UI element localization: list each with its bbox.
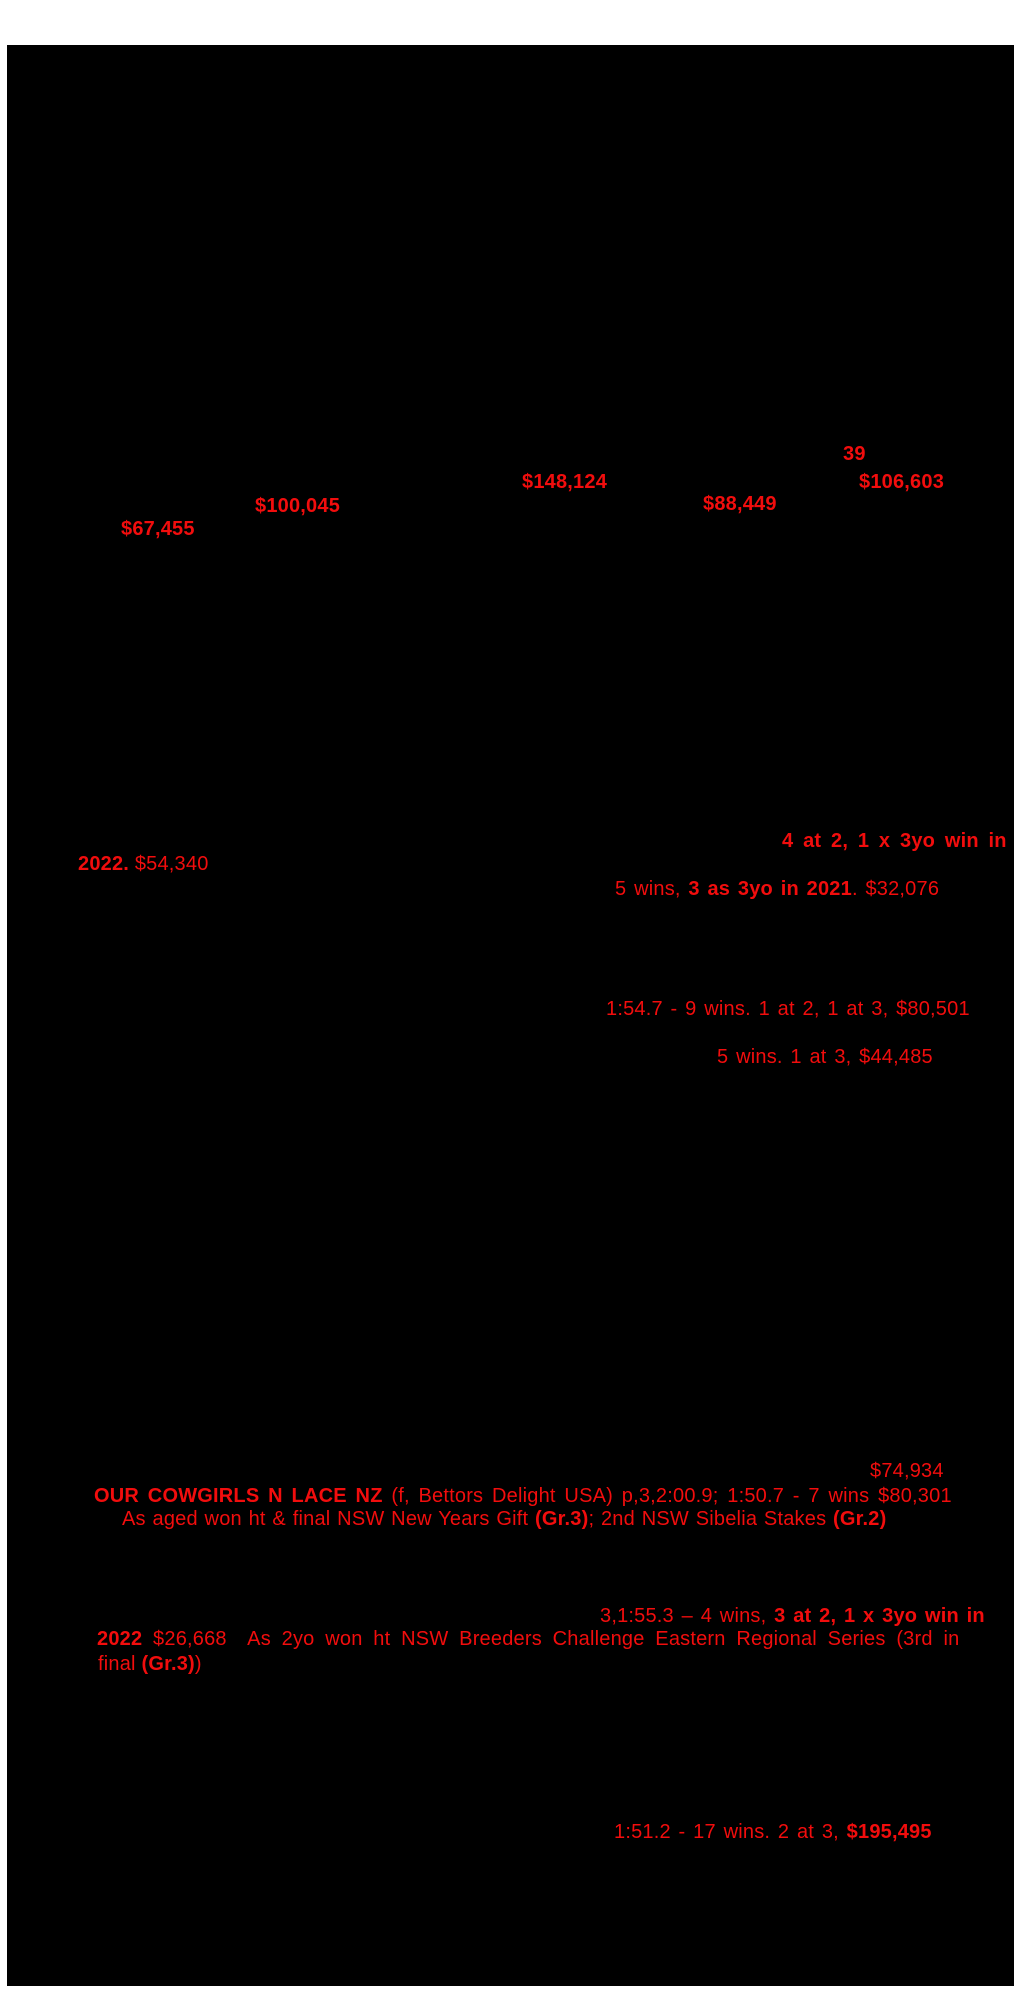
text-run: 3 at 2, 1 x 3yo win in	[774, 1605, 985, 1627]
red-text-record-5-wins-44485	[717, 1047, 933, 1068]
text-run: 5 wins. 1 at 3, $44,485	[717, 1046, 933, 1068]
text-run: 1:51.2 - 17 wins. 2 at 3,	[614, 1821, 847, 1843]
group-race-grade: (Gr.3)	[141, 1653, 195, 1675]
red-text-stat-39	[843, 444, 866, 465]
red-text-earnings-100045	[255, 496, 340, 517]
text-run: 1:54.7 - 9 wins. 1 at 2, 1 at 3, $80,501	[606, 998, 970, 1020]
red-text-wins-2022-line2	[78, 854, 209, 875]
red-text-earnings-88449	[703, 494, 777, 515]
text-run: $88,449	[703, 493, 777, 515]
text-run: $54,340	[129, 853, 209, 875]
red-text-earnings-106603	[859, 472, 944, 493]
text-run: 2022	[97, 1628, 143, 1650]
text-run: $100,045	[255, 495, 341, 517]
red-text-record-9-wins-80501	[606, 999, 970, 1020]
red-text-wins-2021-32076	[615, 879, 939, 900]
text-run: ; 2nd NSW Sibelia Stakes	[588, 1508, 834, 1530]
text-run: $148,124	[522, 471, 608, 493]
red-text-cowgirls-performance	[122, 1509, 886, 1530]
red-text-our-cowgirls-n-lace	[94, 1486, 952, 1507]
text-run: . $32,076	[851, 878, 940, 900]
text-run: $74,934	[870, 1460, 944, 1482]
red-text-record-4-wins-line1	[600, 1606, 985, 1627]
text-run: $106,603	[859, 471, 945, 493]
horse-name: OUR COWGIRLS N LACE NZ	[94, 1485, 383, 1507]
text-run: 5 wins,	[615, 878, 689, 900]
text-run: 3 as 3yo in 2021	[688, 878, 852, 900]
red-text-record-4-wins-line2	[97, 1629, 959, 1650]
red-text-record-4-wins-line3	[98, 1654, 202, 1675]
red-text-earnings-74934	[870, 1461, 944, 1482]
text-run: $195,495	[846, 1821, 932, 1843]
red-text-earnings-148124	[522, 472, 607, 493]
red-text-earnings-67455	[121, 519, 195, 540]
text-run: (f, Bettors Delight USA) p,3,2:00.9; 1:50.7 - 7 wins $80,301	[382, 1485, 952, 1507]
red-text-record-17-wins-195495	[614, 1822, 932, 1843]
text-run: $67,455	[121, 518, 195, 540]
group-race-grade: (Gr.2)	[833, 1508, 887, 1530]
group-race-grade: (Gr.3)	[535, 1508, 589, 1530]
text-run: 39	[843, 443, 866, 465]
text-run: 2022.	[78, 853, 130, 875]
text-run: )	[194, 1653, 202, 1675]
text-run: As aged won ht & final NSW New Years Gift	[122, 1508, 536, 1530]
red-text-wins-2022-line1	[782, 831, 1007, 852]
text-run: 4 at 2, 1 x 3yo win in	[782, 830, 1007, 852]
text-run: $26,668 As 2yo won ht NSW Breeders Challenge Eastern Regional Series (3rd in	[142, 1628, 960, 1650]
text-run: final	[98, 1653, 142, 1675]
text-run: 3,1:55.3 – 4 wins,	[600, 1605, 775, 1627]
